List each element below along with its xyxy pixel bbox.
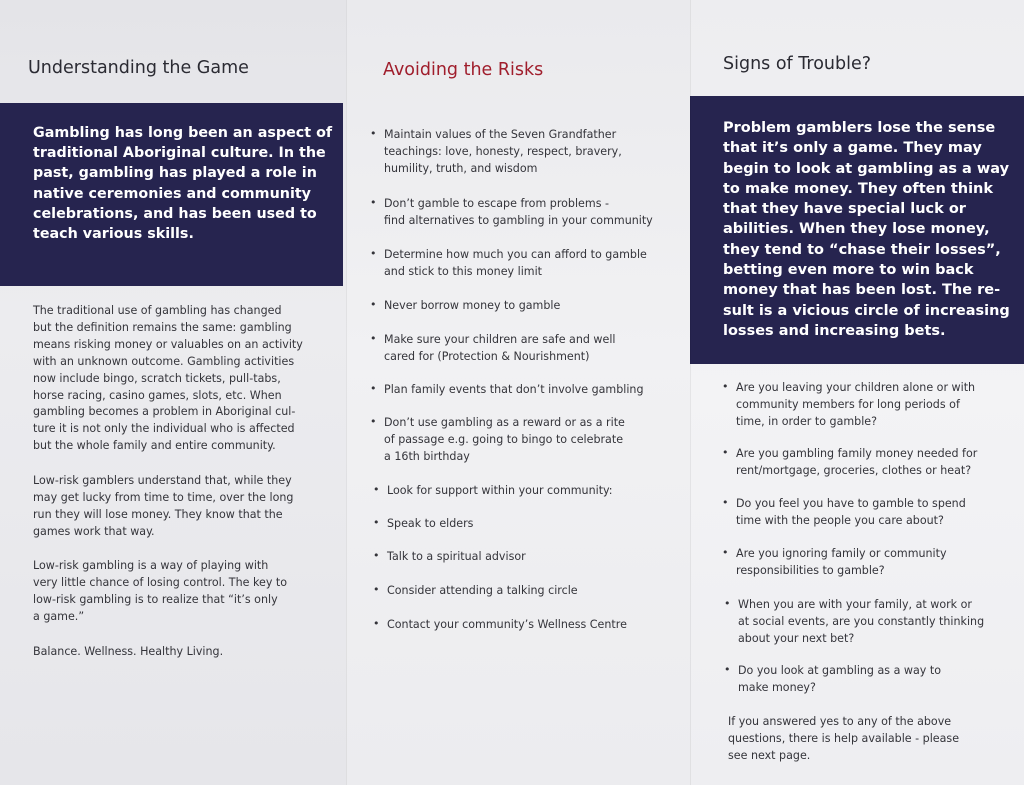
paragraph-low-risk-gamblers: Low-risk gamblers understand that, while they may get lucky from time to time, over the long run they will lose money. They know that the games work that way. (33, 474, 294, 538)
list-item: • Speak to elders (373, 516, 687, 533)
list-item: • Don’t gamble to escape from problems - find alternatives to gambling in your community (370, 196, 684, 230)
list-item: • Make sure your children are safe and well cared for (Protection & Nourishment) (370, 332, 684, 366)
list-item: • Do you feel you have to gamble to spend time with the people you care about? (722, 496, 1024, 530)
heading-avoiding-the-risks: Avoiding the Risks (383, 60, 544, 80)
list-item: • Do you look at gambling as a way to make money? (724, 663, 1024, 697)
heading-understanding-the-game: Understanding the Game (28, 58, 249, 78)
panel-avoiding-the-risks (346, 0, 690, 785)
list-item: • Don’t use gambling as a reward or as a rite of passage e.g. going to bingo to celebrate a 16th birthday (370, 415, 684, 466)
list-item: • Are you gambling family money needed for rent/mortgage, groceries, clothes or heat? (722, 446, 1024, 480)
list-item: • Determine how much you can afford to gamble and stick to this money limit (370, 247, 684, 281)
list-item: • Contact your community’s Wellness Centre (373, 617, 687, 634)
panel-understanding-the-game (0, 0, 346, 785)
list-item: • Consider attending a talking circle (373, 583, 687, 600)
list-item: • Maintain values of the Seven Grandfather teachings: love, honesty, respect, bravery, humility, truth, and wisdom (370, 127, 684, 178)
heading-signs-of-trouble: Signs of Trouble? (723, 54, 872, 74)
list-item: • Plan family events that don’t involve gambling (370, 382, 684, 399)
list-item: • When you are with your family, at work or at social events, are you constantly thinking about your next bet? (724, 597, 1024, 648)
list-item: • Never borrow money to gamble (370, 298, 684, 315)
list-item: • Talk to a spiritual advisor (373, 549, 687, 566)
callout-gambling-history: Gambling has long been an aspect of traditional Aboriginal culture. In the past, gambling has played a role in native ceremonies and community celebrations, and has been used to teach various skills. (0, 103, 343, 286)
paragraph-low-risk-gambling: Low-risk gambling is a way of playing with very little chance of losing control. The key to low-risk gambling is to realize that “it’s only a game.” (33, 559, 288, 623)
panel-signs-of-trouble (690, 0, 1024, 785)
paragraph-traditional-use: The traditional use of gambling has changed but the definition remains the same: gambling means risking money or valuables on an activity with an unknown outcome. Gambling activities now include bingo, scratch tickets, pull-tabs, horse racing, casino games, slots, etc. When gambling becomes a problem in Aboriginal cul- ture it is not only the individual who is affected but the whole family and entire community. (33, 304, 303, 453)
list-item: • Are you ignoring family or community responsibilities to gamble? (722, 546, 1024, 580)
paragraph-tagline: Balance. Wellness. Healthy Living. (33, 645, 224, 658)
fold-line (690, 0, 691, 785)
fold-line (346, 0, 347, 785)
list-item: • Are you leaving your children alone or with community members for long periods of time, in order to gamble? (722, 380, 1024, 431)
list-item: • Look for support within your community: (373, 483, 687, 500)
callout-problem-gamblers: Problem gamblers lose the sense that it’s only a game. They may begin to look at gambling as a way to make money. They often think that they have special luck or abilities. When they lose money, they tend to “chase their losses”, betting even more to win back money that has been lost. The re-sult is a vicious circle of increasing losses and increasing bets. (690, 96, 1024, 364)
closing-note: If you answered yes to any of the above questions, there is help available - please see next page. (728, 715, 960, 762)
